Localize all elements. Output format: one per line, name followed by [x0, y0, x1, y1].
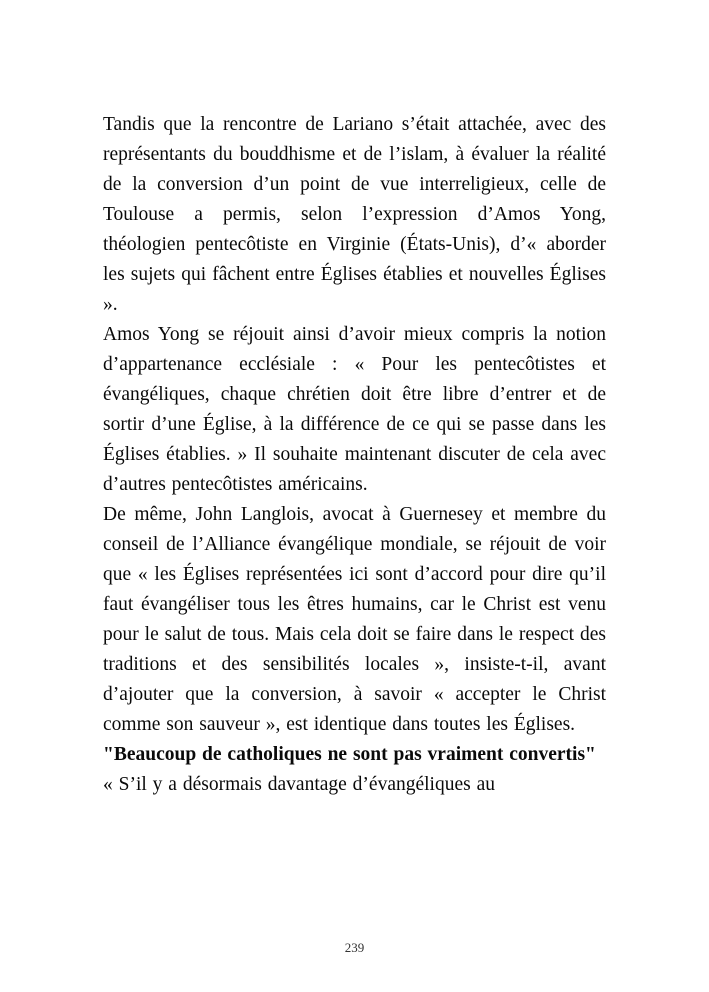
paragraph-amos-yong: Amos Yong se réjouit ainsi d’avoir mieux compris la notion d’appartenance ecclésiale : « Pour les pentecôtistes et évangéliques, chaque chrétien doit être libre d’entrer et de sortir d’une Église, à la différence de ce qui se passe dans les Églises établies. » Il souhaite maintenant discuter de cela avec d’autres pentecôtistes américains.: [103, 324, 606, 495]
section-heading-catholiques: "Beaucoup de catholiques ne sont pas vraiment convertis": [103, 744, 596, 765]
page-text-block: [103, 110, 606, 800]
paragraph-lariano-toulouse: Tandis que la rencontre de Lariano s’était attachée, avec des représentants du bouddhisme et de l’islam, à évaluer la réalité de la conversion d’un point de vue interreligieux, celle de Toulouse a permis, selon l’expression d’Amos Yong, théologien pentecôtiste en Virginie (États-Unis), d’« aborder les sujets qui fâchent entre Églises établies et nouvelles Églises ».: [103, 114, 606, 315]
paragraph-john-langlois: De même, John Langlois, avocat à Guernesey et membre du conseil de l’Alliance évangélique mondiale, se réjouit de voir que « les Églises représentées ici sont d’accord pour dire qu’il faut évangéliser tous les êtres humains, car le Christ est venu pour le salut de tous. Mais cela doit se faire dans le respect des traditions et des sensibilités locales », insiste-t-il, avant d’ajouter que la conversion, à savoir « accepter le Christ comme son sauveur », est identique dans toutes les Églises.: [103, 504, 606, 735]
page-number: 239: [344, 940, 365, 955]
paragraph-evangeliques-partial: « S’il y a désormais davantage d’évangéliques au: [103, 774, 496, 795]
